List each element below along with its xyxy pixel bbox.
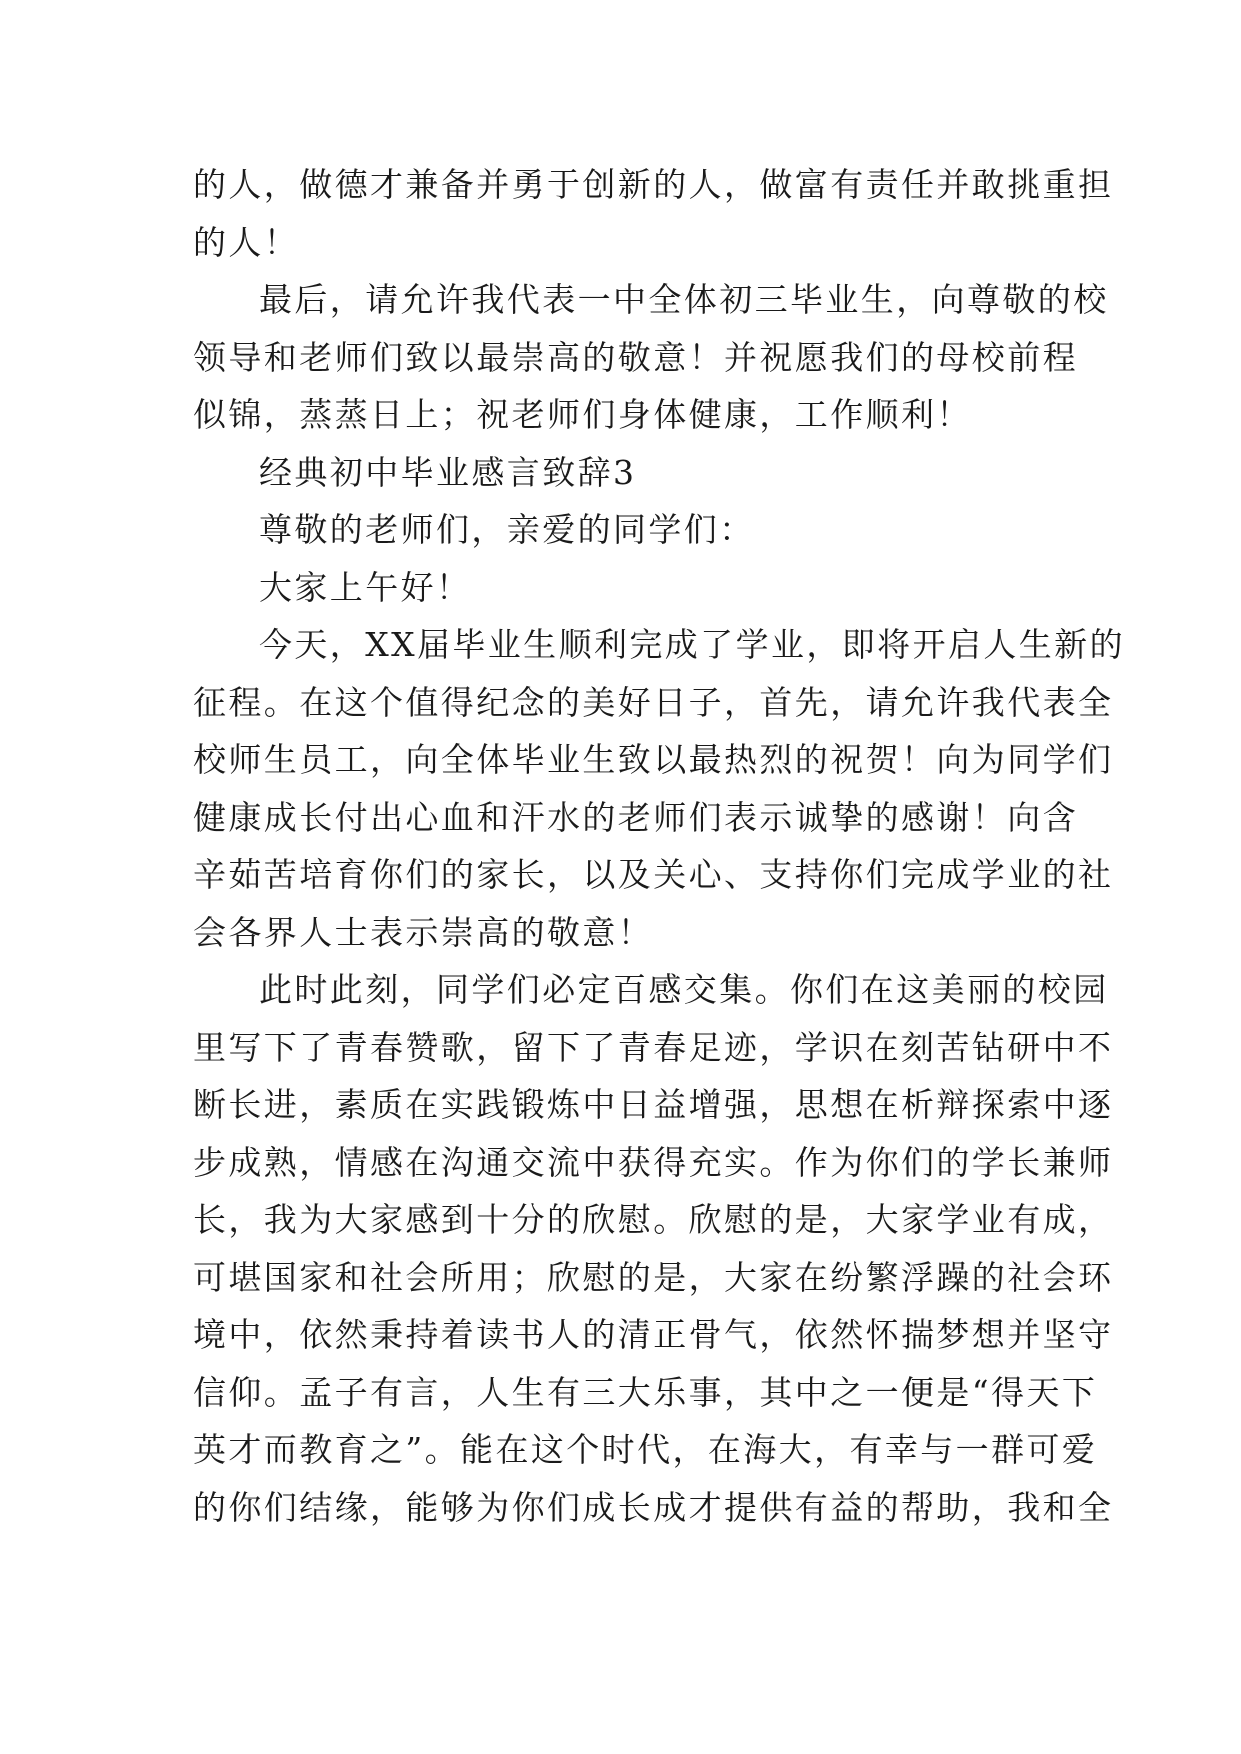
text-line: 的人，做德才兼备并勇于创新的人，做富有责任并敢挑重担 xyxy=(193,165,1114,204)
text-line: 似锦，蒸蒸日上；祝老师们身体健康，工作顺利！ xyxy=(193,395,972,434)
paragraph-start-line: 今天，XX届毕业生顺利完成了学业，即将开启人生新的 xyxy=(259,625,1125,664)
section-heading: 经典初中毕业感言致辞3 xyxy=(259,452,637,492)
text-line: 的你们结缘，能够为你们成长成才提供有益的帮助，我和全 xyxy=(193,1487,1114,1527)
text-line: 辛茹苦培育你们的家长，以及关心、支持你们完成学业的社 xyxy=(193,855,1114,894)
text-line: 步成熟，情感在沟通交流中获得充实。作为你们的学长兼师 xyxy=(193,1142,1114,1182)
text-line: 领导和老师们致以最崇高的敬意！并祝愿我们的母校前程 xyxy=(193,337,1078,377)
salutation: 尊敬的老师们，亲爱的同学们： xyxy=(259,510,755,549)
document-body xyxy=(193,156,1125,1536)
text-line: 长，我为大家感到十分的欣慰。欣慰的是，大家学业有成， xyxy=(193,1200,1114,1239)
text-line: 里写下了青春赞歌，留下了青春足迹，学识在刻苦钻研中不 xyxy=(193,1027,1114,1067)
text-line: 的人！ xyxy=(193,222,300,262)
text-line: 会各界人士表示崇高的敬意！ xyxy=(193,912,654,952)
text-line: 断长进，素质在实践锻炼中日益增强，思想在析辩探索中逐 xyxy=(193,1085,1114,1124)
paragraph-start-line: 此时此刻，同学们必定百感交集。你们在这美丽的校园 xyxy=(259,970,1109,1009)
text-line: 境中，依然秉持着读书人的清正骨气，依然怀揣梦想并坚守 xyxy=(193,1315,1114,1354)
text-line: 健康成长付出心血和汗水的老师们表示诚挚的感谢！向含 xyxy=(193,797,1078,837)
text-line: 征程。在这个值得纪念的美好日子，首先，请允许我代表全 xyxy=(193,682,1114,722)
text-line: 信仰。孟子有言，人生有三大乐事，其中之一便是“得天下 xyxy=(193,1372,1098,1412)
text-line: 可堪国家和社会所用；欣慰的是，大家在纷繁浮躁的社会环 xyxy=(193,1257,1114,1297)
text-line: 校师生员工，向全体毕业生致以最热烈的祝贺！向为同学们 xyxy=(193,740,1114,779)
paragraph-start-line: 最后，请允许我代表一中全体初三毕业生，向尊敬的校 xyxy=(259,280,1109,319)
greeting: 大家上午好！ xyxy=(259,567,472,607)
text-line: 英才而教育之”。能在这个时代，在海大，有幸与一群可爱 xyxy=(193,1430,1098,1469)
